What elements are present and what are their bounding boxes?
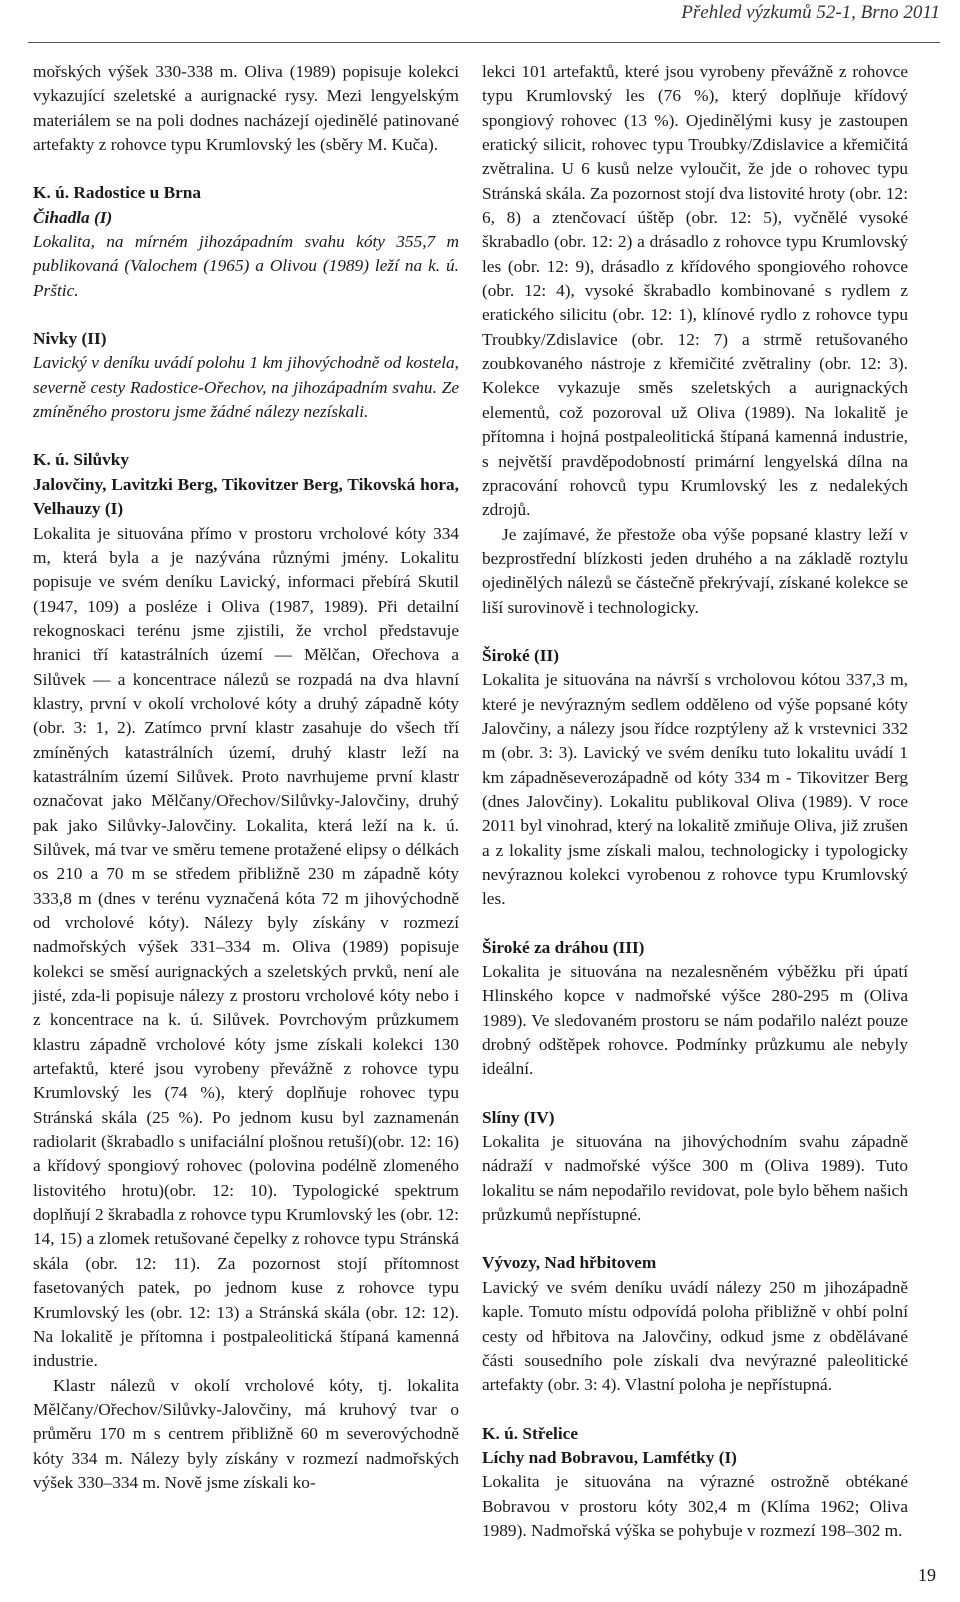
paragraph-continuation-2: Je zajímavé, že přestože oba výše popsané klastry leží v bezprostřední blízkosti jeden druhého a na základě roztylu ojedinělých nálezů se částečně překrývají, získané kolekce se liší surovinově i technologicky. xyxy=(482,524,908,617)
header-rule xyxy=(28,42,940,43)
site-heading-sliny: Slíny (IV) xyxy=(482,1107,555,1127)
left-column xyxy=(33,60,459,1495)
right-column xyxy=(482,60,908,1543)
site-heading-lichy: Líchy nad Bobravou, Lamfétky (I) xyxy=(482,1447,737,1467)
paragraph-jalovciny-1: Lokalita je situována přímo v prostoru vrcholové kóty 334 m, která byla a je nazývána různými jmény. Lokalitu popisuje ve svém deníku Lavický, informaci přebírá Skutil (1947, 109) a posléze i Oliva (1987, 1989). Při detailní rekognoskaci terénu jsme zjistili, že vrchol představuje hranici tří katastrálních území — Mělčan, Ořechova a Silůvek — a koncentrace nálezů se rozpadá na dva hlavní klastry, první v okolí vrcholové kóty a druhý západně kóty (obr. 3: 1, 2). Zatímco první klastr zasahuje do všech tří zmíněných katastrálních území, druhý klastr leží na katastrálním území Silůvek. Proto navrhujeme první klastr označovat jako Mělčany/Ořechov/Silůvky-Jalovčiny, druhý pak jako Silůvky-Jalovčiny. Lokalita, která leží na k. ú. Silůvek, má tvar ve směru temene protažené elipsy o délkách os 210 a 70 m se středem přibližně 230 m západně kóty 333,8 m (dnes v terénu vyznačená kóta 72 m jihovýchodně od vrcholové kóty). Nálezy byly získány v rozmezí nadmořských výšek 331–334 m. Oliva (1989) popisuje kolekci se směsí aurignackých a szeletských prvků, není ale jisté, zda-li popisuje nálezy z prostoru vrcholové kóty nebo i z koncentrace na k. ú. Silůvek. Povrchovým průzkumem klastru západně vrcholové kóty jsme získali kolekci 130 artefaktů, které jsou vyrobeny převážně z rohovce typu Krumlovský les (74 %), který doplňuje rohovec typu Stránská skála (25 %). Po jednom kusu byl zaznamenán radiolarit (škrabadlo s unifaciální plošnou retuší)(obr. 12: 16) a křídový spongiový rohovec (polovina podélně zlomeného listovitého hrotu)(obr. 12: 10). Typologické spektrum doplňují 2 škrabadla z rohovce typu Krumlovský les (obr. 12: 14, 15) a zlomek retušované čepelky z rohovce typu Stránská skála (obr. 12: 11). Za pozornost stojí přítomnost fasetovaných patek, po jednom kuse z rohovce typu Krumlovský les (obr. 12: 13) a Stránská skála (obr. 12: 12). Na lokalitě je přítomna i postpaleolitická štípaná kamenná industrie. xyxy=(33,523,459,1371)
paragraph-intro: mořských výšek 330-338 m. Oliva (1989) popisuje kolekci vykazující szeletské a aurignacké rysy. Mezi lengyelským materiálem se na poli dodnes nacházejí ojedinělé patinované artefakty z rohovce typu Krumlovský les (sběry M. Kuča). xyxy=(33,62,459,155)
paragraph-lichy: Lokalita je situována na výrazné ostrožně obtékané Bobravou v prostoru kóty 302,4 m (Klíma 1962; Oliva 1989). Nadmořská výška se pohybuje v rozmezí 198–302 m. xyxy=(482,1472,908,1540)
page-number: 19 xyxy=(918,1565,936,1585)
running-header: Přehled výzkumů 52-1, Brno 2011 xyxy=(681,2,940,23)
site-heading-cihadla: Čihadla (I) xyxy=(33,207,113,227)
site-heading-siroke-za-drahou: Široké za dráhou (III) xyxy=(482,937,645,957)
paragraph-sliny: Lokalita je situována na jihovýchodním svahu západně nádraží v nadmořské výšce 300 m (Oliva 1989). Tuto lokalitu se nám nepodařilo revidovat, pole bylo během našich průzkumů nepřístupné. xyxy=(482,1132,908,1225)
paragraph-vyvozy: Lavický ve svém deníku uvádí nálezy 250 m jihozápadně kaple. Tomuto místu odpovídá poloha přibližně v ohbí polní cesty od hřbitova na Jalovčiny, odkud jsme z obdělávané části sousedního pole získali dva nevýrazné paleolitické artefakty (obr. 3: 4). Vlastní poloha je nepřístupná. xyxy=(482,1277,908,1395)
paragraph-continuation-1: lekci 101 artefaktů, které jsou vyrobeny převážně z rohovce typu Krumlovský les (76 %), který doplňuje křídový spongiový rohovec (13 %). Ojedinělými kusy je zastoupen eratický silicit, rohovec typu Troubky/Zdislavice a křemičitá zvětralina. U 6 kusů nelze vyloučit, že jde o rohovec typu Stránská skála. Za pozornost stojí dva listovité hroty (obr. 12: 6, 8) a ztenčovací úštěp (obr. 12: 5), vyčnělé vysoké škrabadlo (obr. 12: 2) a drásadlo z rohovce typu Krumlovský les (obr. 12: 9), drásadlo z křídového spongiového rohovce (obr. 12: 4), vysoké škrabadlo kombinované s rydlem z eratického silicitu (obr. 12: 1), klínové rydlo z rohovce typu Troubky/Zdislavice (obr. 12: 7) a strmě retušovaného zoubkovaného nástroje z křemičité zvětraliny (obr. 12: 3). Kolekce vykazuje směs szeletských a aurignackých elementů, což pozoroval už Oliva (1989). Na lokalitě je přítomna i hojná postpaleolitická štípaná kamenná industrie, s největší pravděpodobností primární lengyelská dílna na zpracování rohovců typu Krumlovský les z nedalekých zdrojů. xyxy=(482,62,908,520)
locality-heading-radostice: K. ú. Radostice u Brna xyxy=(33,183,202,203)
site-heading-siroke: Široké (II) xyxy=(482,645,559,665)
paragraph-siroke: Lokalita je situována na návrší s vrcholovou kótou 337,3 m, které je nevýrazným sedlem odděleno od výše popsané kóty Jalovčiny, a nálezy jsou řídce rozptýleny až k vrstevnici 332 m (obr. 3: 3). Lavický ve svém deníku tuto lokalitu uvádí 1 km západněseverozápadně od kóty 334 m - Tikovitzer Berg (dnes Jalovčiny). Lokalitu publikoval Oliva (1989). V roce 2011 byl vinohrad, který na lokalitě zmiňuje Oliva, již zrušen a z lokality jsme získali malou, technologicky i typologicky nevýraznou kolekci vyrobenou z rohovce typu Krumlovský les. xyxy=(482,670,908,909)
paragraph-cihadla: Lokalita, na mírném jihozápadním svahu kóty 355,7 m publikovaná (Valochem (1965) a Olivou (1989) leží na k. ú. Prštic. xyxy=(33,232,459,300)
paragraph-jalovciny-2: Klastr nálezů v okolí vrcholové kóty, tj. lokalita Mělčany/Ořechov/Silůvky-Jalovčiny, má kruhový tvar o průměru 170 m s centrem přibližně 60 m severovýchodně kóty 334 m. Nálezy byly získány v rozmezí nadmořských výšek 330–334 m. Nově jsme získali ko- xyxy=(33,1375,459,1492)
paragraph-siroke-za-drahou: Lokalita je situována na nezalesněném výběžku při úpatí Hlinského kopce v nadmořské výšce 280-295 m (Oliva 1989). Ve sledovaném prostoru se nám podařilo nalézt pouze drobný odštěpek rohovce. Podmínky průzkumu ale nebyly ideální. xyxy=(482,962,908,1079)
site-heading-vyvozy: Vývozy, Nad hřbitovem xyxy=(482,1253,657,1273)
locality-heading-strelice: K. ú. Střelice xyxy=(482,1423,578,1443)
locality-heading-siluvky: K. ú. Silůvky xyxy=(33,450,130,470)
site-heading-nivky: Nivky (II) xyxy=(33,329,107,349)
paragraph-nivky: Lavický v deníku uvádí polohu 1 km jihovýchodně od kostela, severně cesty Radostice-Ořechov, na jihozápadním svahu. Ze zmíněného prostoru jsme žádné nálezy nezískali. xyxy=(33,353,459,422)
site-heading-jalovciny: Jalovčiny, Lavitzki Berg, Tikovitzer Berg, Tikovská hora, Velhauzy (I) xyxy=(33,474,459,519)
